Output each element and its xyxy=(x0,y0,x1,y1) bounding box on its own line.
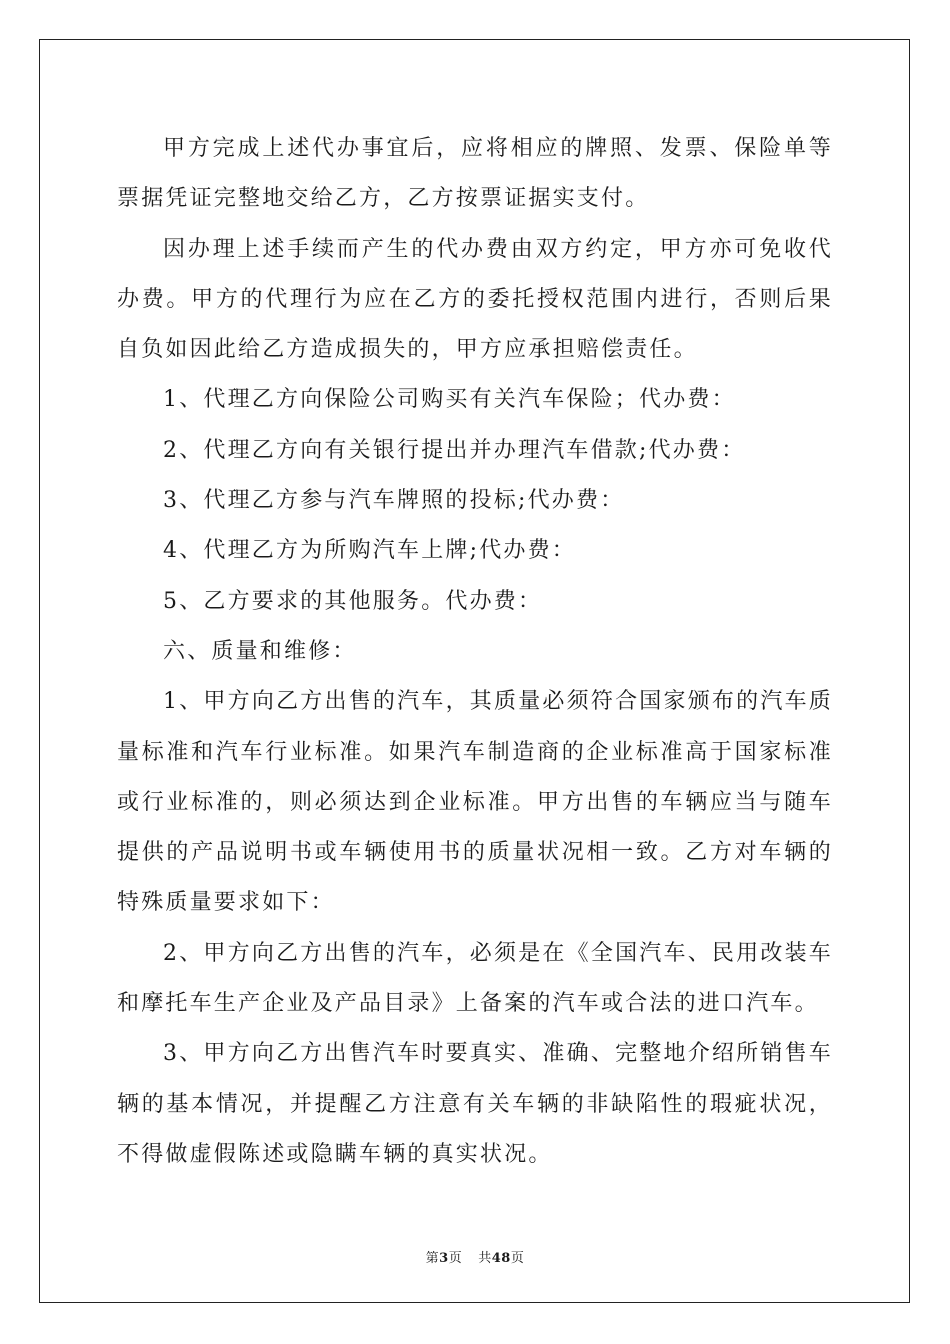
total-prefix: 共 xyxy=(478,1251,492,1266)
paragraph: 因办理上述手续而产生的代办费由双方约定，甲方亦可免收代办费。甲方的代理行为应在乙方的委托授权范围内进行，否则后果自负如因此给乙方造成损失的，甲方应承担赔偿责任。 xyxy=(117,236,833,363)
paragraph: 1、甲方向乙方出售的汽车，其质量必须符合国家颁布的汽车质量标准和汽车行业标准。如果汽车制造商的企业标准高于国家标准或行业标准的，则必须达到企业标准。甲方出售的车辆应当与随车提供的产品说明书或车辆使用书的质量状况相一致。乙方对车辆的特殊质量要求如下： xyxy=(117,689,833,916)
page-number: 3 xyxy=(439,1251,449,1266)
list-item: 5、乙方要求的其他服务。代办费： xyxy=(163,588,543,614)
list-item: 3、代理乙方参与汽车牌照的投标;代办费： xyxy=(163,488,625,514)
paragraph: 3、甲方向乙方出售汽车时要真实、准确、完整地介绍所销售车辆的基本情况，并提醒乙方注意有关车辆的非缺陷性的瑕疵状况，不得做虚假陈述或隐瞒车辆的真实状况。 xyxy=(117,1041,833,1167)
list-item: 1、代理乙方向保险公司购买有关汽车保险；代办费： xyxy=(163,387,736,413)
list-item: 2、代理乙方向有关银行提出并办理汽车借款;代办费： xyxy=(163,437,746,463)
section-heading: 六、质量和维修： xyxy=(163,638,357,664)
page-footer xyxy=(0,1247,950,1266)
list-item: 4、代理乙方为所购汽车上牌;代办费： xyxy=(163,538,577,564)
total-suffix: 页 xyxy=(510,1251,525,1266)
total-pages: 48 xyxy=(491,1251,511,1266)
paragraph: 2、甲方向乙方出售的汽车，必须是在《全国汽车、民用改装车和摩托车生产企业及产品目录》上备案的汽车或合法的进口汽车。 xyxy=(117,940,833,1017)
page-prefix: 第 xyxy=(425,1251,440,1266)
document-body xyxy=(117,124,833,1180)
paragraph: 甲方完成上述代办事宜后，应将相应的牌照、发票、保险单等票据凭证完整地交给乙方，乙方按票证据实支付。 xyxy=(117,136,833,212)
page-suffix: 页 xyxy=(448,1251,463,1266)
